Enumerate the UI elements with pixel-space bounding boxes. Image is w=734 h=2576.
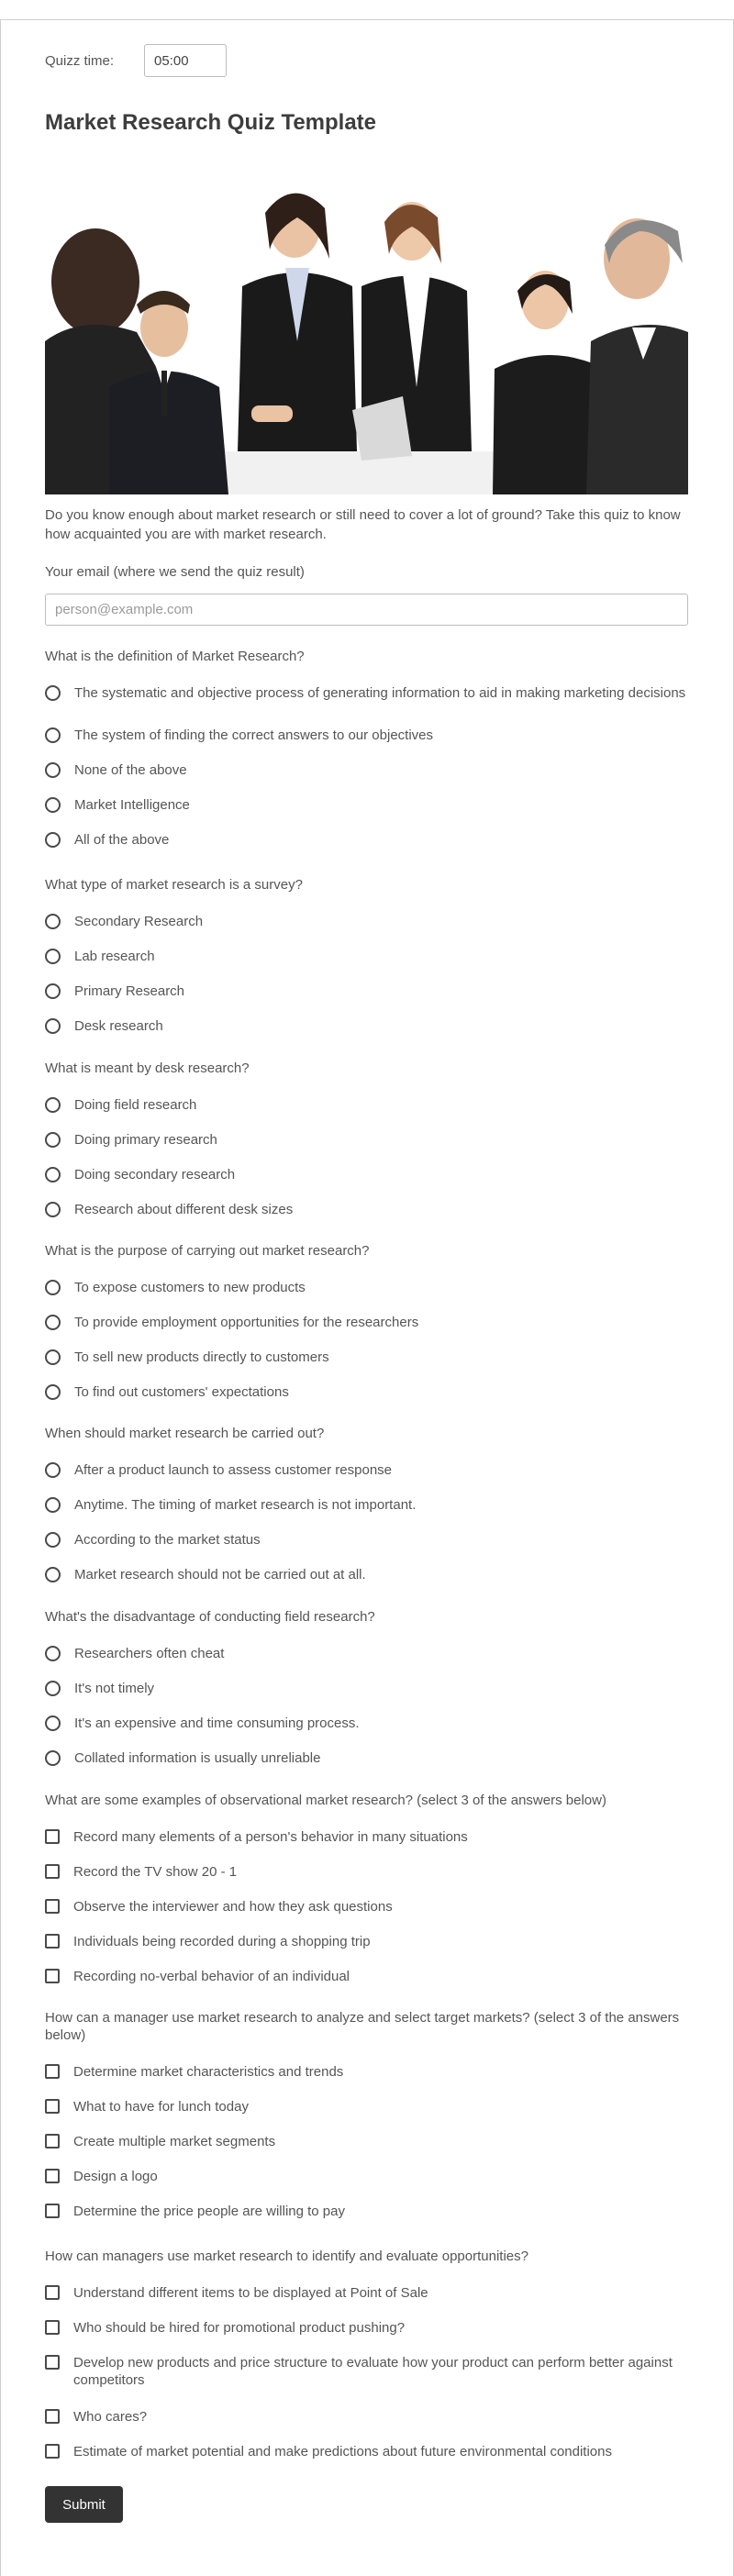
option-label: Determine the price people are willing to pay <box>73 2204 345 2219</box>
option-label: Secondary Research <box>74 914 204 929</box>
checkbox-option[interactable] <box>45 1968 688 1985</box>
question-2 <box>45 876 688 1034</box>
question-text: What is the definition of Market Research? <box>45 649 305 664</box>
checkbox-option[interactable] <box>45 1863 688 1881</box>
email-input[interactable] <box>45 594 688 626</box>
radio-option[interactable] <box>45 913 688 930</box>
option-label: Lab research <box>74 949 155 964</box>
option-label: Understand different items to be displayed at Point of Sale <box>73 2285 428 2301</box>
checkbox[interactable] <box>45 2099 60 2114</box>
radio-option[interactable] <box>45 1645 688 1662</box>
checkbox[interactable] <box>45 1899 60 1914</box>
option-label: All of the above <box>74 832 170 848</box>
radio-button[interactable] <box>45 1315 61 1330</box>
radio-button[interactable] <box>45 914 61 929</box>
option-label: Record the TV show 20 - 1 <box>73 1864 238 1880</box>
radio-button[interactable] <box>45 1018 61 1034</box>
checkbox-option[interactable] <box>45 1933 688 1950</box>
question-5 <box>45 1425 688 1582</box>
radio-option[interactable] <box>45 1314 688 1331</box>
radio-button[interactable] <box>45 1280 61 1295</box>
radio-option[interactable] <box>45 948 688 965</box>
radio-option[interactable] <box>45 761 688 779</box>
radio-option[interactable] <box>45 1496 688 1514</box>
option-label: The system of finding the correct answers to our objectives <box>74 727 434 743</box>
option-label: To sell new products directly to customers <box>74 1349 329 1365</box>
option-label: Who cares? <box>73 2409 148 2425</box>
question-text: What is meant by desk research? <box>45 1060 250 1076</box>
radio-option[interactable] <box>45 1680 688 1697</box>
radio-button[interactable] <box>45 1646 61 1661</box>
option-label: To expose customers to new products <box>74 1280 306 1295</box>
radio-button[interactable] <box>45 1750 61 1766</box>
radio-option[interactable] <box>45 1566 688 1583</box>
radio-option[interactable] <box>45 1461 688 1479</box>
question-text: What are some examples of observational market research? (select 3 of the answers below) <box>45 1793 606 1808</box>
radio-option[interactable] <box>45 1096 688 1114</box>
radio-option[interactable] <box>45 684 688 702</box>
checkbox-option[interactable] <box>45 1828 688 1846</box>
option-label: Observe the interviewer and how they ask questions <box>73 1899 393 1915</box>
radio-button[interactable] <box>45 1567 61 1582</box>
radio-button[interactable] <box>45 1097 61 1113</box>
option-label: Who should be hired for promotional product pushing? <box>73 2320 406 2336</box>
question-1 <box>45 648 688 848</box>
checkbox[interactable] <box>45 2204 60 2218</box>
radio-button[interactable] <box>45 1384 61 1400</box>
radio-button[interactable] <box>45 762 61 778</box>
email-label: Your email (where we send the quiz result) <box>45 564 305 580</box>
option-label: Doing field research <box>74 1097 197 1113</box>
checkbox[interactable] <box>45 2320 60 2335</box>
checkbox[interactable] <box>45 2409 60 2424</box>
radio-button[interactable] <box>45 1349 61 1365</box>
option-label: It's an expensive and time consuming process. <box>74 1715 360 1731</box>
quiz-timer <box>45 44 227 77</box>
radio-option[interactable] <box>45 796 688 814</box>
option-label: Record many elements of a person's behavior in many situations <box>73 1829 468 1845</box>
radio-option[interactable] <box>45 1715 688 1732</box>
option-label: Collated information is usually unreliable <box>74 1750 321 1766</box>
radio-option[interactable] <box>45 1749 688 1767</box>
checkbox[interactable] <box>45 2064 60 2079</box>
option-label: Desk research <box>74 1018 163 1034</box>
option-label: Create multiple market segments <box>73 2134 276 2149</box>
checkbox-option[interactable] <box>45 2168 688 2185</box>
option-label: It's not timely <box>74 1681 155 1696</box>
radio-option[interactable] <box>45 1279 688 1296</box>
hero-image-business-people <box>45 176 688 494</box>
option-label: Develop new products and price structure to evaluate how your product can perform better against competitors <box>73 2355 673 2388</box>
checkbox[interactable] <box>45 1864 60 1879</box>
radio-button[interactable] <box>45 832 61 848</box>
radio-button[interactable] <box>45 983 61 999</box>
checkbox[interactable] <box>45 2355 60 2370</box>
timer-label: Quizz time: <box>45 52 115 69</box>
radio-button[interactable] <box>45 1167 61 1183</box>
checkbox-option[interactable] <box>45 2443 688 2460</box>
option-label: Recording no-verbal behavior of an individual <box>73 1969 350 1984</box>
radio-option[interactable] <box>45 831 688 849</box>
radio-option[interactable] <box>45 1531 688 1549</box>
radio-button[interactable] <box>45 1462 61 1478</box>
question-text: How can managers use market research to identify and evaluate opportunities? <box>45 2248 528 2264</box>
option-label: Estimate of market potential and make predictions about future environmental conditions <box>73 2444 612 2459</box>
checkbox[interactable] <box>45 1934 60 1949</box>
radio-button[interactable] <box>45 685 61 701</box>
checkbox-option[interactable] <box>45 2408 688 2426</box>
radio-option[interactable] <box>45 1017 688 1035</box>
radio-button[interactable] <box>45 1497 61 1513</box>
radio-button[interactable] <box>45 1715 61 1731</box>
checkbox-option[interactable] <box>45 2284 688 2302</box>
checkbox[interactable] <box>45 1969 60 1983</box>
radio-button[interactable] <box>45 1532 61 1548</box>
checkbox-option[interactable] <box>45 2319 688 2337</box>
checkbox-option[interactable] <box>45 2354 688 2389</box>
question-4 <box>45 1242 688 1400</box>
option-label: Researchers often cheat <box>74 1646 225 1661</box>
checkbox[interactable] <box>45 2444 60 2459</box>
checkbox-option[interactable] <box>45 2203 688 2220</box>
option-label: What to have for lunch today <box>73 2099 249 2115</box>
radio-button[interactable] <box>45 1202 61 1217</box>
radio-button[interactable] <box>45 949 61 964</box>
timer-value: 05:00 <box>144 44 227 77</box>
radio-button[interactable] <box>45 797 61 813</box>
question-8 <box>45 2009 688 2219</box>
option-label: Market research should not be carried out at all. <box>74 1567 366 1582</box>
radio-option[interactable] <box>45 1201 688 1218</box>
radio-button[interactable] <box>45 1681 61 1696</box>
question-text: What type of market research is a survey? <box>45 877 303 893</box>
option-label: Primary Research <box>74 983 185 999</box>
checkbox[interactable] <box>45 1829 60 1844</box>
option-label: After a product launch to assess customer response <box>74 1462 393 1478</box>
quiz-intro: Do you know enough about market research or still need to cover a lot of ground? Take this quiz to know how acquainted you are with market research. <box>45 507 681 542</box>
option-label: Determine market characteristics and trends <box>73 2064 344 2080</box>
option-label: None of the above <box>74 762 187 778</box>
radio-option[interactable] <box>45 1131 688 1149</box>
question-text: What's the disadvantage of conducting field research? <box>45 1609 375 1625</box>
checkbox[interactable] <box>45 2285 60 2300</box>
question-6 <box>45 1608 688 1766</box>
radio-option[interactable] <box>45 1349 688 1366</box>
option-label: Individuals being recorded during a shopping trip <box>73 1934 371 1949</box>
radio-option[interactable] <box>45 1166 688 1183</box>
option-label: Anytime. The timing of market research is not important. <box>74 1497 417 1513</box>
option-label: According to the market status <box>74 1532 261 1548</box>
option-label: The systematic and objective process of generating information to aid in making marketing decisions <box>74 685 686 701</box>
radio-option[interactable] <box>45 1383 688 1401</box>
question-text: What is the purpose of carrying out market research? <box>45 1243 370 1259</box>
option-label: To find out customers' expectations <box>74 1384 289 1400</box>
checkbox-option[interactable] <box>45 2063 688 2081</box>
question-3 <box>45 1060 688 1217</box>
radio-button[interactable] <box>45 727 61 743</box>
checkbox[interactable] <box>45 2134 60 2149</box>
checkbox-option[interactable] <box>45 2133 688 2150</box>
checkbox-option[interactable] <box>45 1898 688 1915</box>
option-label: Doing secondary research <box>74 1167 236 1183</box>
page-title: Market Research Quiz Template <box>45 110 377 135</box>
question-7 <box>45 1792 688 1984</box>
radio-option[interactable] <box>45 983 688 1000</box>
submit-button[interactable]: Submit <box>45 2486 123 2523</box>
checkbox[interactable] <box>45 2169 60 2183</box>
option-label: Research about different desk sizes <box>74 1202 294 1217</box>
radio-button[interactable] <box>45 1132 61 1148</box>
option-label: To provide employment opportunities for the researchers <box>74 1315 419 1330</box>
checkbox-option[interactable] <box>45 2098 688 2115</box>
option-label: Doing primary research <box>74 1132 217 1148</box>
radio-option[interactable] <box>45 727 688 744</box>
question-text: When should market research be carried out? <box>45 1426 325 1441</box>
question-9 <box>45 2248 688 2459</box>
option-label: Market Intelligence <box>74 797 190 813</box>
option-label: Design a logo <box>73 2169 158 2184</box>
question-text: How can a manager use market research to analyze and select target markets? (select 3 of the answers below) <box>45 2010 680 2043</box>
